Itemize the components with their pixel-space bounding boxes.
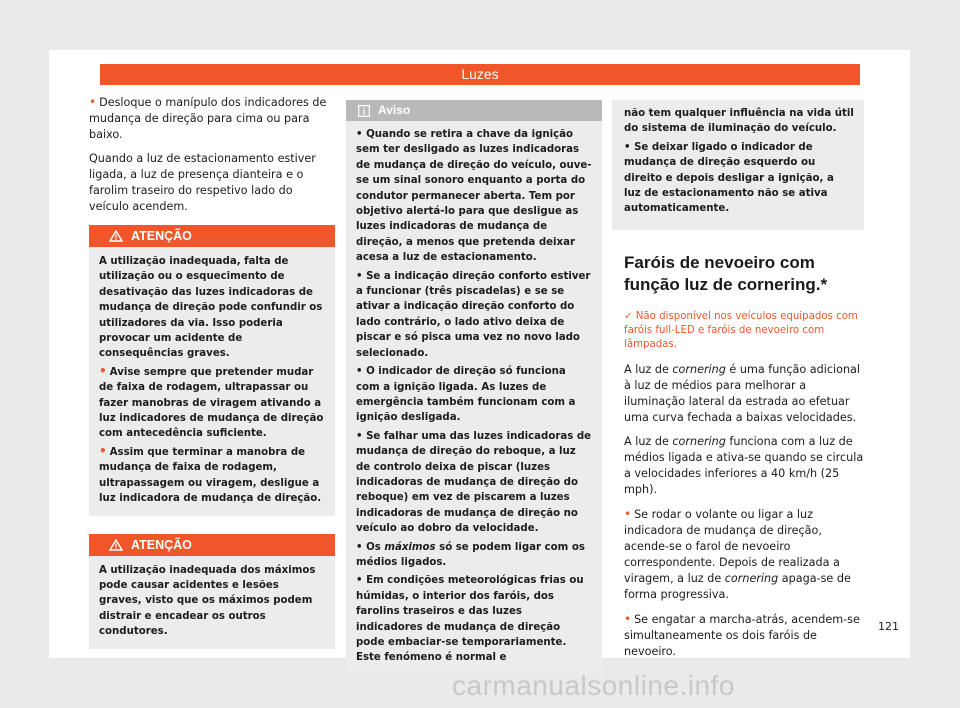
page-number: 121 xyxy=(878,620,899,633)
notice-bullet: • Os máximos só se podem ligar com os médios ligados. xyxy=(356,541,585,568)
bullet-dot: • xyxy=(89,95,97,109)
availability-note: ✓ Não disponível nos veículos equipados com faróis full-LED e faróis de nevoeiro com lâmpadas. xyxy=(624,310,858,350)
paragraph: • Se engatar a marcha-atrás, acendem-se simultaneamente os dois faróis de nevoeiro. xyxy=(624,611,860,658)
notice-bullet: • Em condições meteorológicas frias ou húmidas, o interior dos faróis, dos farolins traseiros e das luzes indicadores de mudança de direção pode embaciar-se temporariamente. Este fenómeno é normal e xyxy=(356,575,584,664)
section-body xyxy=(624,362,864,660)
check-icon: ✓ xyxy=(624,310,633,322)
paragraph: • Desloque o manípulo dos indicadores de mudança de direção para cima ou para baixo. xyxy=(89,95,327,141)
bullet-dot: • xyxy=(99,363,107,378)
notice-body xyxy=(346,121,602,677)
warning-body xyxy=(89,556,335,649)
warning-box xyxy=(89,534,335,649)
warning-box xyxy=(89,225,335,516)
column-middle xyxy=(346,100,602,677)
warning-bullet: • Avise sempre que pretender mudar de faixa de rodagem, ultrapassar ou fazer manobras de viragem ativando a luz indicadores de mudança de direção com antecedência suficiente. xyxy=(99,363,324,440)
notice-title: Aviso xyxy=(378,103,411,117)
warning-text: A utilização inadequada dos máximos pode causar acidentes e lesões graves, visto que os máximos podem distrair e encadear os outros condutores. xyxy=(99,564,316,638)
warning-bullet: • Assim que terminar a manobra de mudança de faixa de rodagem, ultrapassagem ou viragem, desligue a luz indicadora de mudança de direção. xyxy=(99,443,322,505)
warning-title: ATENÇÃO xyxy=(131,537,192,552)
notice-box xyxy=(346,100,602,677)
column-right xyxy=(612,100,864,668)
section-title: Faróis de nevoeiro com função luz de cornering.* xyxy=(624,252,828,294)
notice-header xyxy=(346,100,602,121)
warning-triangle-icon xyxy=(109,539,123,551)
notice-bullet: • Se deixar ligado o indicador de mudança de direção esquerdo ou direito e depois desligar a ignição, a luz de estacionamento não se ativa automaticamente. xyxy=(624,141,834,215)
info-icon xyxy=(358,105,370,117)
notice-text: não tem qualquer influência na vida útil do sistema de iluminação do veículo. xyxy=(624,108,854,135)
paragraph: • Se rodar o volante ou ligar a luz indicadora de mudança de direção, acende-se o farol de nevoeiro correspondente. Depois de realizada a viragem, a luz de cornering apaga-se de forma progressiva. xyxy=(624,506,851,601)
watermark: carmanualsonline.info xyxy=(452,670,735,701)
warning-header xyxy=(89,534,335,556)
bullet-dot: • xyxy=(624,611,632,626)
notice-bullet: • Se falhar uma das luzes indicadoras de mudança de direção do reboque, a luz de controlo deixa de piscar (luzes indicadoras de mudança de direção do reboque) em vez de piscarem a luzes indicadoras de mudança de direção no veículo ao dobro da velocidade. xyxy=(356,430,592,535)
paragraph: Quando a luz de estacionamento estiver ligada, a luz de presença dianteira e o farolim traseiro do respetivo lado do veículo acendem. xyxy=(89,152,316,213)
warning-body xyxy=(89,247,335,516)
warning-triangle-icon xyxy=(109,230,123,242)
warning-title: ATENÇÃO xyxy=(131,229,192,243)
bullet-dot: • xyxy=(624,506,632,521)
notice-bullet: • Se a indicação direção conforto estiver a funcionar (três piscadelas) e se se ativar a indicação direção conforto do lado contrário, o lado ativo deixa de piscar e só pisca uma vez no novo lado selecionado. xyxy=(356,270,591,359)
column-left xyxy=(89,94,335,649)
warning-header xyxy=(89,225,335,247)
notice-continuation xyxy=(612,100,864,230)
paragraph: A luz de cornering funciona com a luz de médios ligada e ativa-se quando se circula a velocidades inferiores a 40 km/h (25 mph). xyxy=(624,434,864,496)
paragraph: A luz de cornering é uma função adicional à luz de médios para melhorar a iluminação lateral da estrada ao efetuar uma curva fechada a baixas velocidades. xyxy=(624,362,861,424)
notice-bullet: • Quando se retira a chave da ignição sem ter desligado as luzes indicadoras de mudança de direção do veículo, ouve-se um sinal sonoro enquanto a porta do condutor permanecer aberta. Tem por objetivo alertá-lo para que desligue as luzes indicadoras de mudança de direção, a menos que pretenda deixar acesa a luz de estacionamento. xyxy=(356,129,592,264)
notice-bullet: • O indicador de direção só funciona com a ignição ligada. As luzes de emergência também funcionam com a ignição desligada. xyxy=(356,366,576,424)
warning-text: A utilização inadequada, falta de utilização ou o esquecimento de desativação das luzes indicadoras de mudança de direção pode confundir os utilizadores da via. Isso poderia provocar um acidente de consequências graves. xyxy=(99,256,323,360)
bullet-dot: • xyxy=(99,443,107,458)
section-header: Luzes xyxy=(100,64,860,85)
